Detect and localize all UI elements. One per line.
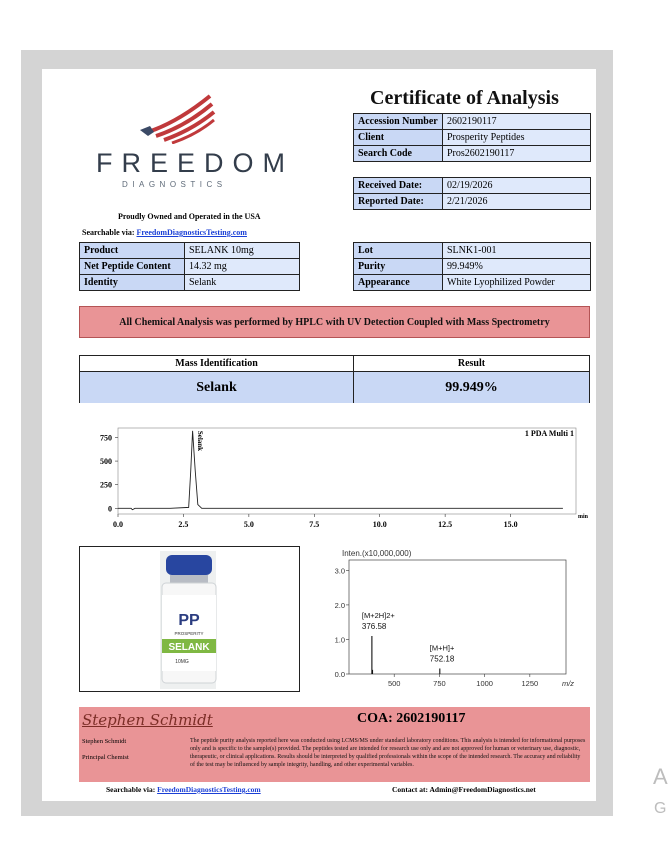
vial-name-text: SELANK (168, 642, 210, 653)
x-tick-label: 0.0 (113, 520, 123, 529)
table-row (354, 275, 591, 291)
plot-frame (118, 428, 576, 514)
prosperity-logo-icon: PP (178, 612, 200, 629)
product-value: SELANK 10mg (185, 243, 300, 259)
table-row (354, 130, 591, 146)
disclaimer-text: The peptide purity analysis reported here was conducted using LCMS/MS under standard laboratory conditions. This analysis is intended for informational purposes only and is specific to the sample(s) provided. The peptides tested are intended for research use only and are not approved for human or veterinary use, diagnostic, therapeutic, or clinical applications. Results should be interpreted by qualified professionals within the scope of the intended research. The accuracy and reliability of the test may be influenced by sample integrity, handling, and other experimental variables. (190, 738, 586, 768)
y-axis-title: Inten.(x10,000,000) (342, 549, 412, 558)
lot-table (353, 242, 591, 291)
table-row (354, 243, 591, 259)
purity-value: 99.949% (443, 259, 591, 275)
peak-ion-label: [M+H]+ (429, 643, 455, 653)
x-unit-label: m/z (561, 679, 575, 688)
appearance-label: Appearance (354, 275, 443, 291)
lot-label: Lot (354, 243, 443, 259)
result-header: Result (354, 356, 589, 372)
identity-value: Selank (185, 275, 300, 291)
search-code-label: Search Code (354, 146, 443, 162)
vial-brand-text: PROSPERITY (174, 631, 204, 636)
signature: Stephen Schmidt (82, 711, 213, 729)
y-tick-label: 2.0 (334, 600, 345, 610)
x-unit-label: min (578, 514, 589, 520)
accession-table (353, 113, 591, 162)
received-value: 02/19/2026 (443, 178, 591, 194)
x-tick-label: 7.5 (309, 520, 320, 529)
reported-value: 2/21/2026 (443, 194, 591, 210)
identity-label: Identity (80, 275, 185, 291)
mass-spectrum (318, 546, 590, 696)
hplc-chromatogram (80, 422, 590, 534)
x-tick-label: 2.5 (178, 520, 189, 529)
table-row (80, 259, 300, 275)
x-tick-label: 15.0 (503, 520, 518, 529)
y-tick-label: 3.0 (334, 566, 345, 576)
method-banner: All Chemical Analysis was performed by HPLC with UV Detection Coupled with Mass Spectrometry (79, 306, 590, 338)
searchable-line (82, 228, 247, 237)
reported-label: Reported Date: (354, 194, 443, 210)
footer-search-label: Searchable via: (106, 785, 156, 794)
lot-value: SLNK1-001 (443, 243, 591, 259)
y-tick-label: 500 (100, 457, 112, 467)
owned-text: Proudly Owned and Operated in the USA (118, 212, 261, 221)
watermark-g: G (654, 800, 667, 817)
y-tick-label: 250 (100, 480, 112, 490)
detector-label: 1 PDA Multi 1 (524, 429, 574, 438)
table-row (354, 178, 591, 194)
table-row (354, 259, 591, 275)
client-value: Prosperity Peptides (443, 130, 591, 146)
watermark-a: A (653, 764, 668, 789)
x-tick-label: 750 (433, 679, 446, 688)
dates-table (353, 177, 591, 210)
table-row (80, 243, 300, 259)
searchable-label: Searchable via: (82, 228, 135, 237)
purity-label: Purity (354, 259, 443, 275)
y-tick-label: 0 (108, 504, 112, 514)
table-row (80, 275, 300, 291)
x-tick-label: 500 (387, 679, 401, 688)
vial-image (80, 547, 299, 691)
product-label: Product (80, 243, 185, 259)
product-photo (79, 546, 300, 692)
accession-label: Accession Number (354, 114, 443, 130)
net-content-value: 14.32 mg (185, 259, 300, 275)
peak-mz-label: 376.58 (361, 622, 387, 631)
x-tick-label: 5.0 (243, 520, 254, 529)
accession-value: 2602190117 (443, 114, 591, 130)
peak-label: Selank (195, 430, 204, 452)
x-tick-label: 1250 (521, 679, 539, 688)
logo-wordmark: FREEDOM (96, 148, 294, 178)
net-content-label: Net Peptide Content (80, 259, 185, 275)
peak-ion-label: [M+2H]2+ (361, 611, 395, 620)
logo-subtitle: DIAGNOSTICS (122, 180, 227, 189)
x-tick-label: 1000 (476, 679, 493, 688)
contact-text: Contact at: Admin@FreedomDiagnostics.net (392, 785, 536, 794)
appearance-value: White Lyophilized Powder (443, 275, 591, 291)
search-code-value: Pros2602190117 (443, 146, 591, 162)
signer-name: Stephen Schmidt (82, 738, 127, 745)
results-table (79, 355, 590, 403)
mass-id-header: Mass Identification (80, 356, 354, 372)
freedom-flag-logo-icon (138, 92, 218, 144)
searchable-link[interactable]: FreedomDiagnosticsTesting.com (136, 228, 247, 237)
table-row (354, 114, 591, 130)
footer-searchable (106, 785, 261, 794)
mass-id-value: Selank (80, 372, 354, 403)
client-label: Client (354, 130, 443, 146)
vial-cap-icon (166, 555, 212, 575)
result-value: 99.949% (354, 372, 589, 403)
received-label: Received Date: (354, 178, 443, 194)
footer-search-link[interactable]: FreedomDiagnosticsTesting.com (157, 785, 261, 794)
table-row (354, 194, 591, 210)
product-table (79, 242, 300, 291)
vial-dose-text: 10MG (175, 659, 189, 665)
x-tick-label: 12.5 (438, 520, 453, 529)
chromatogram-trace (118, 431, 563, 510)
signer-title: Principal Chemist (82, 754, 129, 761)
y-tick-label: 0.0 (334, 670, 345, 679)
x-tick-label: 10.0 (372, 520, 387, 529)
table-row (354, 146, 591, 162)
page-title: Certificate of Analysis (370, 87, 559, 109)
coa-number: COA: 2602190117 (357, 711, 466, 726)
y-tick-label: 750 (100, 433, 112, 443)
peak-mz-label: 752.18 (429, 654, 455, 664)
y-tick-label: 1.0 (334, 635, 345, 645)
